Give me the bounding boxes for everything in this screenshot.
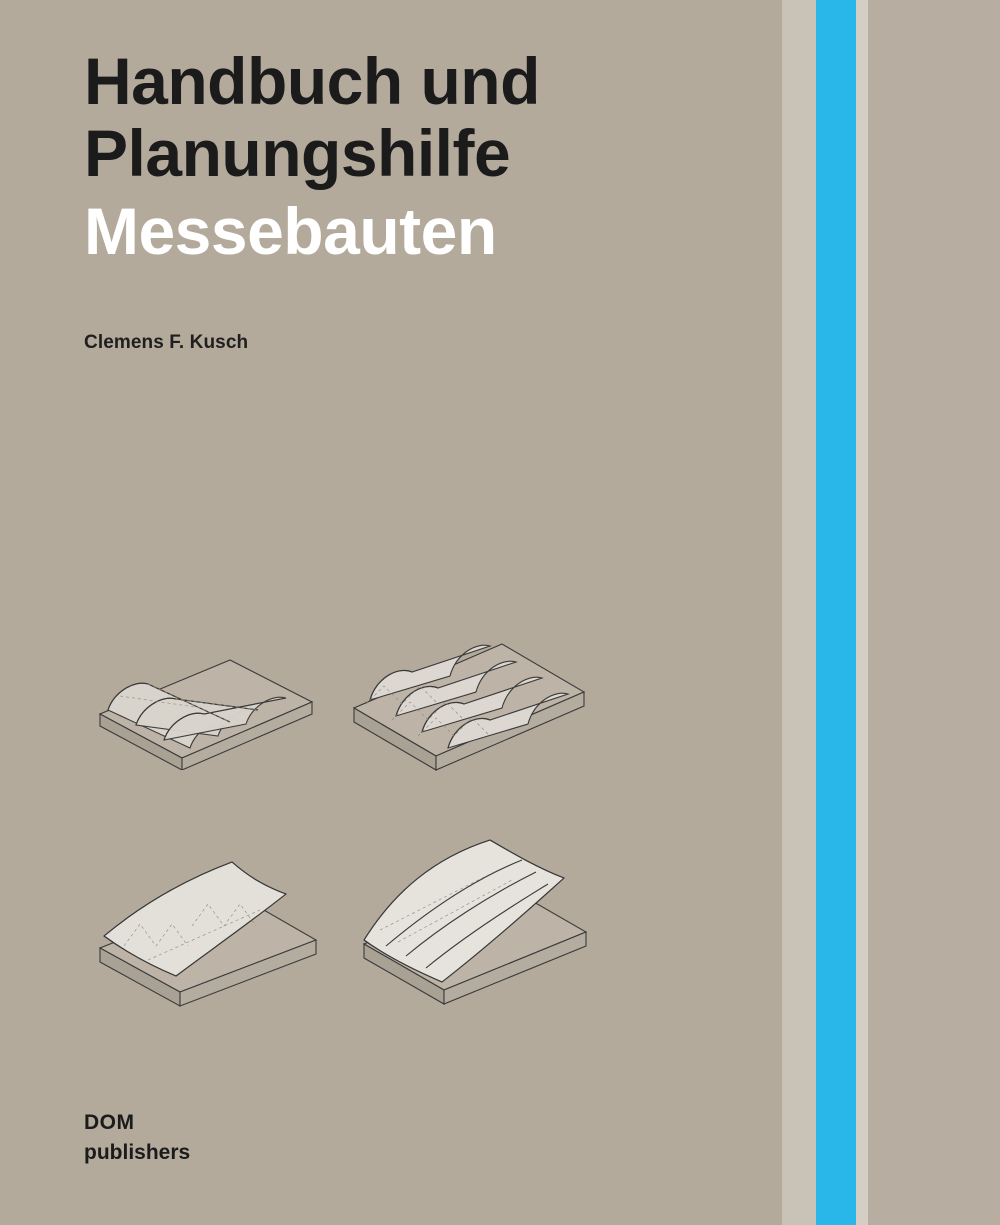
publisher-name: DOM bbox=[84, 1111, 135, 1134]
curved-shell-roof-diagram bbox=[350, 820, 600, 1010]
page-title-line2: Planungshilfe bbox=[84, 115, 511, 190]
page-subtitle: Messebauten bbox=[84, 193, 497, 268]
cover-back-panel bbox=[868, 0, 1000, 1225]
spine-accent-band bbox=[816, 0, 856, 1225]
author-name: Clemens F. Kusch bbox=[84, 332, 249, 353]
barrel-vault-roof-diagram bbox=[90, 610, 320, 770]
illustration-group bbox=[70, 600, 690, 1050]
publisher-word: publishers bbox=[84, 1140, 191, 1164]
page-title-line1: Handbuch und bbox=[84, 44, 540, 118]
folded-corrugated-roof-diagram bbox=[340, 600, 600, 780]
spine-light-band bbox=[782, 0, 816, 1225]
title-block bbox=[84, 46, 744, 268]
publisher-logo bbox=[84, 1108, 190, 1168]
hyperbolic-saddle-roof-diagram bbox=[80, 820, 340, 1010]
spine-edge-band bbox=[856, 0, 868, 1225]
